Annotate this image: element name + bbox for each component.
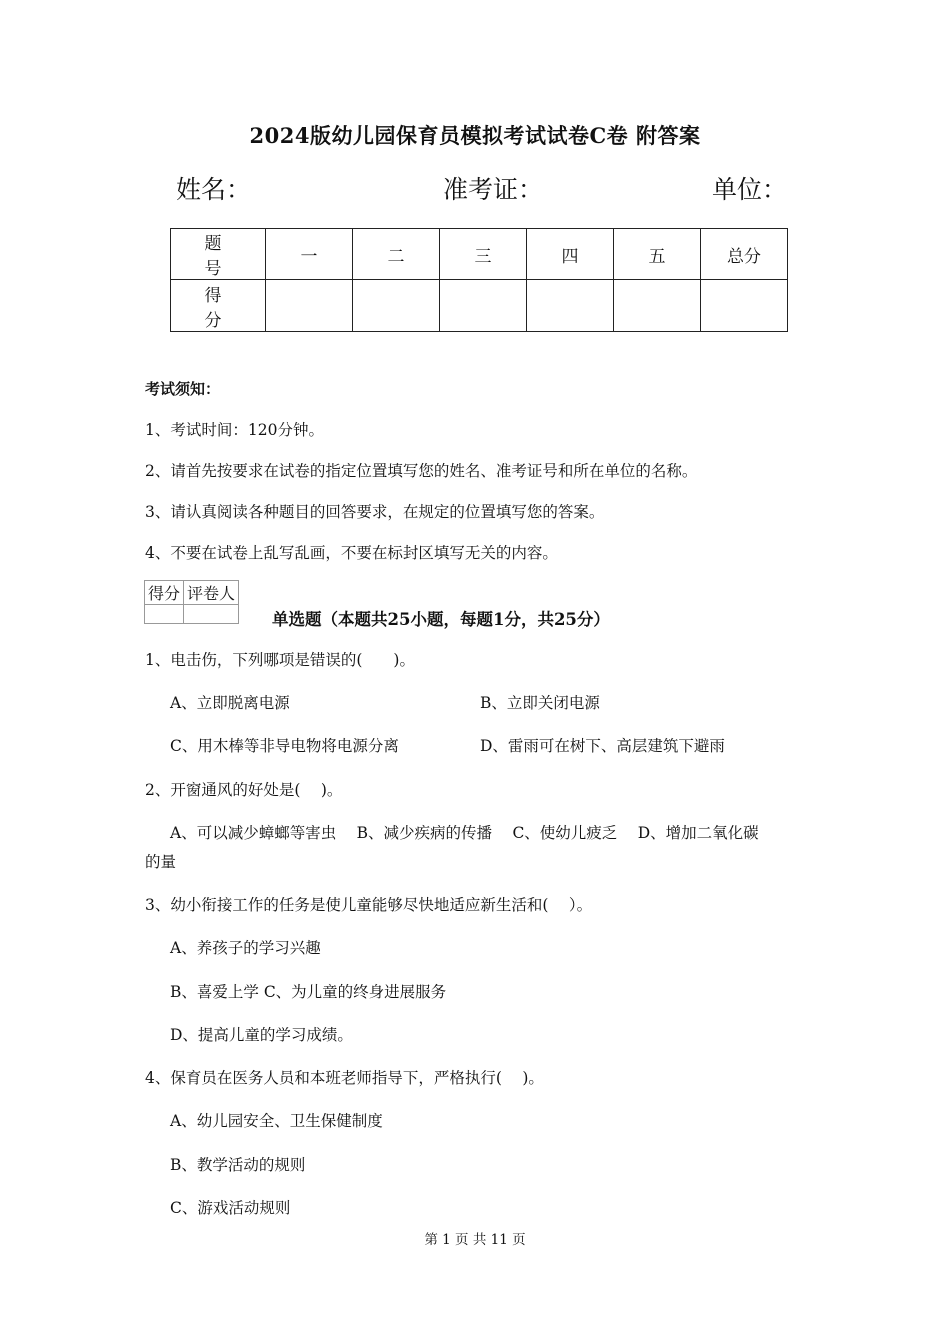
score-table-header-cell: 五 xyxy=(614,229,701,280)
question-3-option-a[interactable]: A、养孩子的学习兴趣 xyxy=(170,939,321,957)
score-cell[interactable] xyxy=(440,280,527,332)
score-cell[interactable] xyxy=(701,280,788,332)
question-1-option-b[interactable]: B、立即关闭电源 xyxy=(480,694,600,712)
section-title: 单选题（本题共25小题，每题1分，共25分） xyxy=(272,610,610,629)
notice-heading: 考试须知： xyxy=(145,380,221,398)
score-table xyxy=(170,228,788,332)
unit-field-label: 单位： xyxy=(712,175,788,204)
notice-item: 1、考试时间：120分钟。 xyxy=(145,421,324,439)
score-table-header-row xyxy=(171,229,788,280)
grader-score-label: 得分 xyxy=(145,581,184,605)
question-2-stem: 2、开窗通风的好处是( )。 xyxy=(145,781,343,799)
exam-id-field-label: 准考证： xyxy=(443,175,544,204)
question-4-option-a[interactable]: A、幼儿园安全、卫生保健制度 xyxy=(170,1112,383,1130)
page-footer: 第 1 页 共 11 页 xyxy=(424,1232,526,1248)
score-cell[interactable] xyxy=(353,280,440,332)
score-table-header-cell: 题 号 xyxy=(171,229,266,280)
grader-name-label: 评卷人 xyxy=(184,581,239,605)
score-table-header-cell: 一 xyxy=(266,229,353,280)
score-cell[interactable] xyxy=(614,280,701,332)
question-1-option-c[interactable]: C、用木棒等非导电物将电源分离 xyxy=(170,737,399,755)
document-title: 2024版幼儿园保育员模拟考试试卷C卷 附答案 xyxy=(249,123,701,148)
score-table-header-cell: 总分 xyxy=(701,229,788,280)
name-field-label: 姓名： xyxy=(176,175,252,204)
question-3-option-d[interactable]: D、提高儿童的学习成绩。 xyxy=(170,1026,353,1044)
notice-item: 2、请首先按要求在试卷的指定位置填写您的姓名、准考证号和所在单位的名称。 xyxy=(145,462,698,480)
notice-item: 3、请认真阅读各种题目的回答要求，在规定的位置填写您的答案。 xyxy=(145,503,605,521)
question-3-stem: 3、幼小衔接工作的任务是使儿童能够尽快地适应新生活和( ）。 xyxy=(145,896,593,914)
question-2-options[interactable]: A、可以减少蟑螂等害虫 B、减少疾病的传播 C、使幼儿疲乏 D、增加二氧化碳 xyxy=(170,824,759,842)
question-4-stem: 4、保育员在医务人员和本班老师指导下，严格执行( )。 xyxy=(145,1069,544,1087)
question-4-option-c[interactable]: C、游戏活动规则 xyxy=(170,1199,291,1217)
score-table-header-cell: 四 xyxy=(527,229,614,280)
question-1-option-a[interactable]: A、立即脱离电源 xyxy=(170,694,290,712)
grader-box xyxy=(144,580,239,624)
grader-name-cell[interactable] xyxy=(184,605,239,624)
score-table-score-row xyxy=(171,280,788,332)
score-table-row-label: 得 分 xyxy=(171,280,266,332)
score-table-header-cell: 二 xyxy=(353,229,440,280)
score-table-header-cell: 三 xyxy=(440,229,527,280)
grader-score-cell[interactable] xyxy=(145,605,184,624)
notice-item: 4、不要在试卷上乱写乱画，不要在标封区填写无关的内容。 xyxy=(145,544,558,562)
score-cell[interactable] xyxy=(266,280,353,332)
question-1-option-d[interactable]: D、雷雨可在树下、高层建筑下避雨 xyxy=(480,737,725,755)
question-2-options-continued: 的量 xyxy=(145,853,177,871)
question-4-option-b[interactable]: B、教学活动的规则 xyxy=(170,1156,306,1174)
question-3-option-bc[interactable]: B、喜爱上学 C、为儿童的终身进展服务 xyxy=(170,983,447,1001)
score-cell[interactable] xyxy=(527,280,614,332)
question-1-stem: 1、电击伤，下列哪项是错误的( )。 xyxy=(145,651,415,669)
